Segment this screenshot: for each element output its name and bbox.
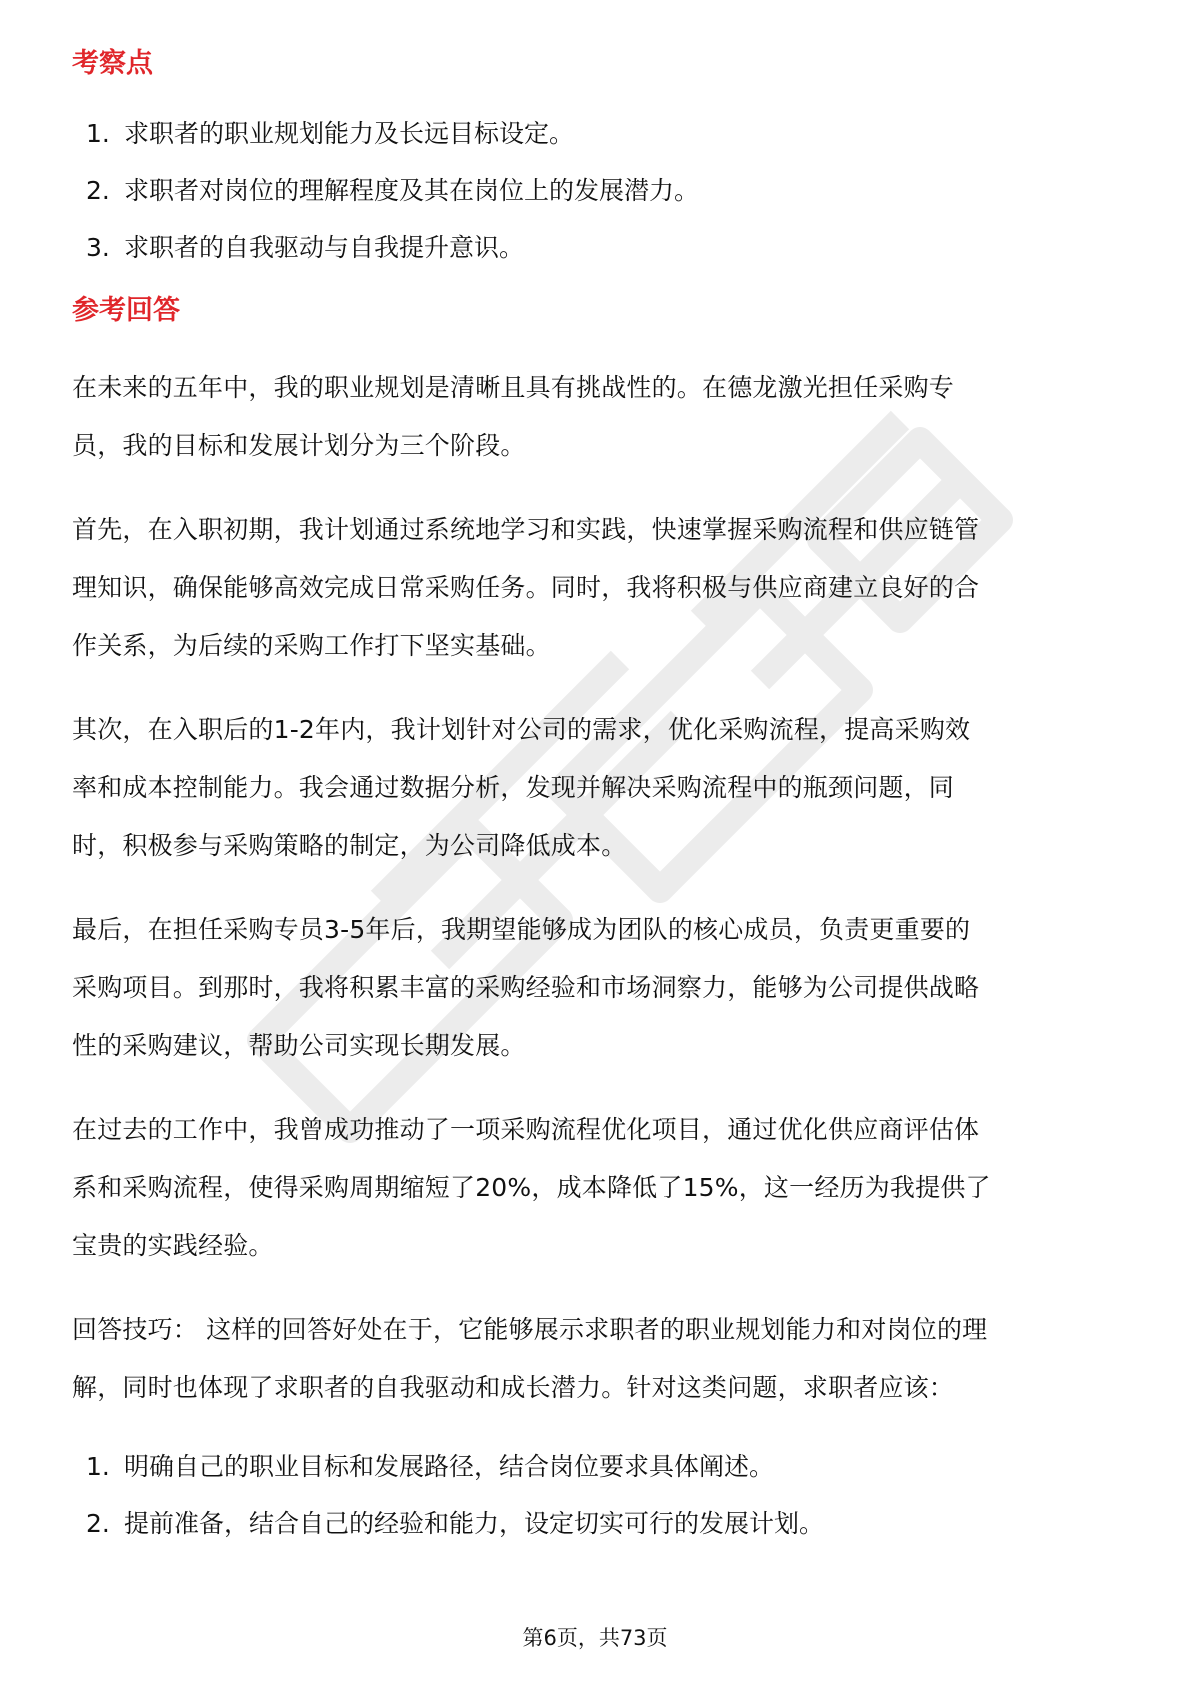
paragraph-line: 回答技巧： 这样的回答好处在于，它能够展示求职者的职业规划能力和对岗位的理 <box>72 1315 988 1344</box>
paragraph-line: 系和采购流程，使得采购周期缩短了20%，成本降低了15%，这一经历为我提供了 <box>72 1173 991 1202</box>
paragraph-line: 其次，在入职后的1-2年内，我计划针对公司的需求，优化采购流程，提高采购效 <box>72 715 971 744</box>
list-number: 1. <box>86 1452 110 1481</box>
paragraph-line: 性的采购建议，帮助公司实现长期发展。 <box>72 1031 526 1060</box>
paragraph-line: 解，同时也体现了求职者的自我驱动和成长潜力。针对这类问题，求职者应该： <box>72 1373 955 1402</box>
list-text: 求职者对岗位的理解程度及其在岗位上的发展潜力。 <box>124 176 700 205</box>
answer-paragraph <box>72 359 1132 475</box>
paragraph-line: 宝贵的实践经验。 <box>72 1231 274 1260</box>
paragraph-line: 首先，在入职初期，我计划通过系统地学习和实践，快速掌握采购流程和供应链管 <box>72 515 980 544</box>
list-text: 求职者的职业规划能力及长远目标设定。 <box>124 119 575 148</box>
paragraph-line: 率和成本控制能力。我会通过数据分析，发现并解决采购流程中的瓶颈问题，同 <box>72 773 955 802</box>
list-item <box>72 1447 1132 1504</box>
list-number: 3. <box>86 233 110 262</box>
list-text: 明确自己的职业目标和发展路径，结合岗位要求具体阐述。 <box>124 1452 775 1481</box>
list-item <box>72 1504 1132 1561</box>
main-content <box>72 44 1132 1561</box>
paragraph-line: 理知识，确保能够高效完成日常采购任务。同时，我将积极与供应商建立良好的合 <box>72 573 980 602</box>
key-points-list <box>72 114 1132 285</box>
answer-paragraph <box>72 501 1132 675</box>
tips-list <box>72 1447 1132 1561</box>
paragraph-line: 在过去的工作中，我曾成功推动了一项采购流程优化项目，通过优化供应商评估体 <box>72 1115 980 1144</box>
list-number: 1. <box>86 119 110 148</box>
answer-paragraph <box>72 901 1132 1075</box>
paragraph-line: 采购项目。到那时，我将积累丰富的采购经验和市场洞察力，能够为公司提供战略 <box>72 973 980 1002</box>
list-item <box>72 114 1132 171</box>
list-number: 2. <box>86 176 110 205</box>
paragraph-line: 在未来的五年中，我的职业规划是清晰且具有挑战性的。在德龙激光担任采购专 <box>72 373 955 402</box>
answer-paragraph <box>72 1101 1132 1275</box>
list-item <box>72 171 1132 228</box>
paragraph-line: 时，积极参与采购策略的制定，为公司降低成本。 <box>72 831 627 860</box>
paragraph-line: 员，我的目标和发展计划分为三个阶段。 <box>72 431 526 460</box>
list-text: 提前准备，结合自己的经验和能力，设定切实可行的发展计划。 <box>124 1509 825 1538</box>
paragraph-line: 作关系，为后续的采购工作打下坚实基础。 <box>72 631 551 660</box>
list-number: 2. <box>86 1509 110 1538</box>
answer-heading: 参考回答 <box>72 295 180 326</box>
paragraph-line: 最后，在担任采购专员3-5年后，我期望能够成为团队的核心成员，负责更重要的 <box>72 915 971 944</box>
key-points-heading: 考察点 <box>72 48 153 79</box>
page-footer: 第6页，共73页 <box>522 1626 668 1650</box>
list-item <box>72 228 1132 285</box>
answer-paragraph <box>72 701 1132 875</box>
list-text: 求职者的自我驱动与自我提升意识。 <box>124 233 525 262</box>
answer-tip-paragraph <box>72 1301 1132 1417</box>
